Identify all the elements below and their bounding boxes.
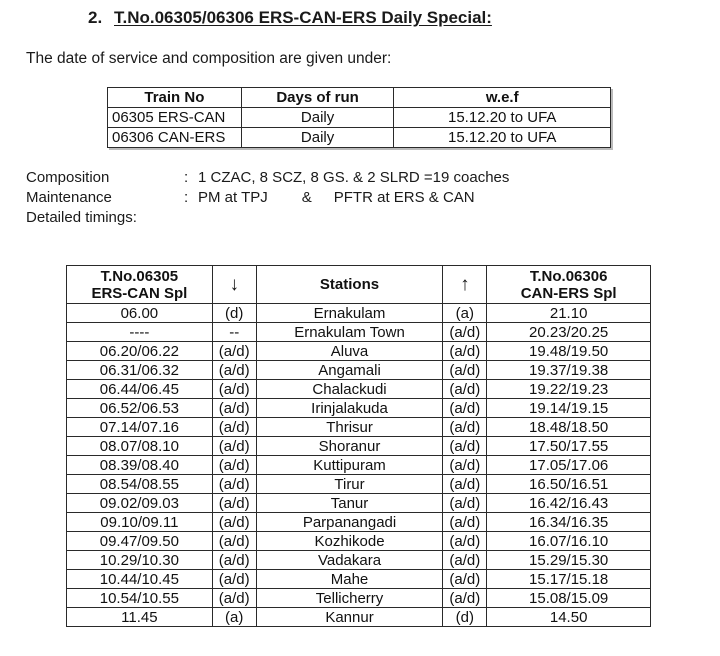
up-time-cell: 17.50/17.55 [487,437,651,456]
up-time-cell: 15.29/15.30 [487,551,651,570]
down-time-cell: 11.45 [67,608,213,627]
up-arr-dep-cell: (a/d) [443,589,487,608]
down-arr-dep-cell: (a/d) [212,380,256,399]
up-time-cell: 19.22/19.23 [487,380,651,399]
timetable [66,265,651,627]
station-cell: Irinjalakuda [256,399,443,418]
down-arr-dep-cell: (a/d) [212,532,256,551]
maintenance-pm: PM at TPJ [198,189,268,206]
composition-label: Composition [26,169,110,186]
down-time-cell: 10.44/10.45 [67,570,213,589]
days-of-run-cell: Daily [241,108,394,128]
train-no-cell: 06305 ERS-CAN [108,108,242,128]
down-time-cell: ---- [67,323,213,342]
station-cell: Kannur [256,608,443,627]
section-number: 2. [88,8,103,27]
down-arr-dep-cell: (a/d) [212,456,256,475]
up-arr-dep-cell: (a/d) [443,342,487,361]
header-train-no: Train No [108,88,242,108]
down-arr-dep-cell: (a/d) [212,551,256,570]
down-time-cell: 09.02/09.03 [67,494,213,513]
station-cell: Mahe [256,570,443,589]
timetable-row [67,361,651,380]
up-arr-dep-cell: (a/d) [443,551,487,570]
station-cell: Tanur [256,494,443,513]
station-cell: Kuttipuram [256,456,443,475]
up-time-cell: 19.48/19.50 [487,342,651,361]
service-table [107,87,611,148]
header-wef: w.e.f [394,88,611,108]
down-arr-dep-cell: -- [212,323,256,342]
timetable-row [67,475,651,494]
down-arr-dep-cell: (a/d) [212,513,256,532]
station-cell: Ernakulam Town [256,323,443,342]
header-days-of-run: Days of run [241,88,394,108]
down-arr-dep-cell: (a/d) [212,437,256,456]
composition-value: 1 CZAC, 8 SCZ, 8 GS. & 2 SLRD =19 coaches [198,169,510,186]
wef-cell: 15.12.20 to UFA [394,128,611,148]
timetable-row [67,589,651,608]
up-arr-dep-cell: (a/d) [443,475,487,494]
station-cell: Aluva [256,342,443,361]
timetable-row [67,380,651,399]
down-train-number: T.No.06305 [100,267,179,285]
service-table-row [108,128,611,148]
up-arr-dep-cell: (a/d) [443,513,487,532]
up-time-cell: 15.08/15.09 [487,589,651,608]
up-train-number: T.No.06306 [529,267,608,285]
up-arr-dep-cell: (d) [443,608,487,627]
down-arr-dep-cell: (a/d) [212,399,256,418]
down-time-cell: 08.39/08.40 [67,456,213,475]
station-cell: Chalackudi [256,380,443,399]
up-time-cell: 16.34/16.35 [487,513,651,532]
up-arr-dep-cell: (a/d) [443,437,487,456]
timetable-row [67,532,651,551]
wef-cell: 15.12.20 to UFA [394,108,611,128]
timetable-row [67,494,651,513]
down-time-cell: 06.00 [67,304,213,323]
down-time-cell: 10.29/10.30 [67,551,213,570]
down-time-cell: 06.31/06.32 [67,361,213,380]
down-time-cell: 08.07/08.10 [67,437,213,456]
header-up-train [487,266,651,304]
maintenance-label: Maintenance [26,189,112,206]
timetable-row [67,551,651,570]
up-arrow-icon: ↑ [443,266,487,304]
station-cell: Tellicherry [256,589,443,608]
up-arr-dep-cell: (a/d) [443,380,487,399]
down-time-cell: 09.47/09.50 [67,532,213,551]
station-cell: Kozhikode [256,532,443,551]
timetable-row [67,342,651,361]
detailed-timings-label: Detailed timings: [26,209,137,226]
maintenance-value [198,188,475,208]
up-time-cell: 17.05/17.06 [487,456,651,475]
timetable-row [67,304,651,323]
up-time-cell: 16.50/16.51 [487,475,651,494]
up-time-cell: 15.17/15.18 [487,570,651,589]
timetable-header [67,266,651,304]
station-cell: Ernakulam [256,304,443,323]
section-title: T.No.06305/06306 ERS-CAN-ERS Daily Special: [114,8,492,27]
service-table-header [108,88,611,108]
station-cell: Vadakara [256,551,443,570]
maintenance-pftr: PFTR at ERS & CAN [333,189,475,206]
station-cell: Parpanangadi [256,513,443,532]
up-arr-dep-cell: (a/d) [443,494,487,513]
station-cell: Angamali [256,361,443,380]
up-time-cell: 18.48/18.50 [487,418,651,437]
down-time-cell: 07.14/07.16 [67,418,213,437]
down-arrow-icon: ↓ [212,266,256,304]
up-arr-dep-cell: (a/d) [443,570,487,589]
station-cell: Shoranur [256,437,443,456]
header-stations: Stations [256,266,443,304]
timings-row [26,208,509,228]
down-time-cell: 06.44/06.45 [67,380,213,399]
up-time-cell: 16.42/16.43 [487,494,651,513]
station-cell: Tirur [256,475,443,494]
service-table-row [108,108,611,128]
down-arr-dep-cell: (a/d) [212,418,256,437]
timetable-row [67,456,651,475]
timetable-row [67,570,651,589]
up-arr-dep-cell: (a/d) [443,532,487,551]
up-time-cell: 21.10 [487,304,651,323]
timetable-row [67,399,651,418]
up-arr-dep-cell: (a/d) [443,399,487,418]
down-arr-dep-cell: (a/d) [212,342,256,361]
down-time-cell: 06.20/06.22 [67,342,213,361]
days-of-run-cell: Daily [241,128,394,148]
up-arr-dep-cell: (a/d) [443,361,487,380]
colon: : [184,189,189,206]
down-arr-dep-cell: (a/d) [212,494,256,513]
up-arr-dep-cell: (a) [443,304,487,323]
maintenance-row [26,188,509,208]
intro-text: The date of service and composition are given under: [26,50,392,67]
up-time-cell: 19.37/19.38 [487,361,651,380]
up-time-cell: 19.14/19.15 [487,399,651,418]
up-arr-dep-cell: (a/d) [443,418,487,437]
colon: : [184,169,189,186]
down-arr-dep-cell: (a) [212,608,256,627]
section-heading [88,8,492,28]
up-time-cell: 16.07/16.10 [487,532,651,551]
down-arr-dep-cell: (a/d) [212,589,256,608]
up-time-cell: 14.50 [487,608,651,627]
timetable-body [67,304,651,627]
down-time-cell: 06.52/06.53 [67,399,213,418]
down-arr-dep-cell: (a/d) [212,361,256,380]
down-time-cell: 08.54/08.55 [67,475,213,494]
up-arr-dep-cell: (a/d) [443,323,487,342]
timetable-row [67,418,651,437]
timetable-row [67,323,651,342]
down-time-cell: 09.10/09.11 [67,513,213,532]
composition-row [26,168,509,188]
train-no-cell: 06306 CAN-ERS [108,128,242,148]
down-arr-dep-cell: (a/d) [212,475,256,494]
up-arr-dep-cell: (a/d) [443,456,487,475]
timetable-row [67,608,651,627]
header-down-train [67,266,213,304]
maintenance-ampersand: & [301,189,312,206]
station-cell: Thrisur [256,418,443,437]
timetable-row [67,513,651,532]
timetable-row [67,437,651,456]
up-time-cell: 20.23/20.25 [487,323,651,342]
down-arr-dep-cell: (d) [212,304,256,323]
down-arr-dep-cell: (a/d) [212,570,256,589]
train-details [26,168,509,228]
down-train-name: ERS-CAN Spl [91,284,188,302]
up-train-name: CAN-ERS Spl [520,284,617,302]
down-time-cell: 10.54/10.55 [67,589,213,608]
